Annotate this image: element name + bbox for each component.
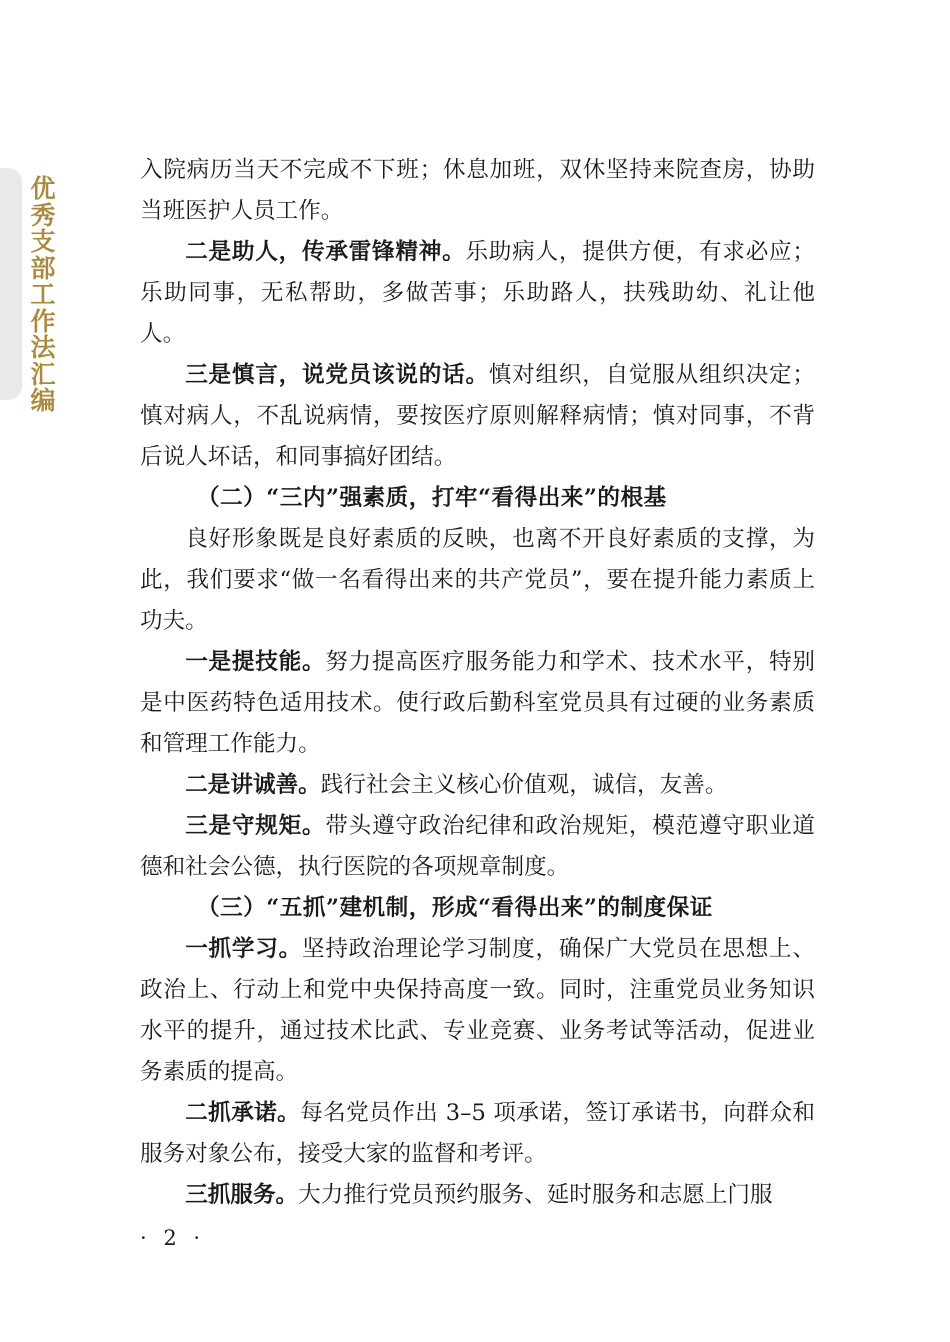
section-heading: （二）“三内”强素质，打牢“看得出来”的根基 <box>197 485 667 511</box>
section-heading: （三）“五抓”建机制，形成“看得出来”的制度保证 <box>197 895 713 921</box>
paragraph: 二是助人，传承雷锋精神。乐助病人，提供方便，有求必应；乐助同事，无私帮助，多做苦事；乐助路人，扶残助幼、礼让他人。 <box>140 239 816 347</box>
paragraph-lead: 二是助人，传承雷锋精神。 <box>185 239 466 265</box>
paragraph-lead: 一抓学习。 <box>185 936 302 962</box>
page-body <box>140 150 815 1216</box>
paragraph: 二抓承诺。每名党员作出 3–5 项承诺，签订承诺书，向群众和服务对象公布，接受大家的监督和考评。 <box>140 1100 815 1167</box>
paragraph: 一抓学习。坚持政治理论学习制度，确保广大党员在思想上、政治上、行动上和党中央保持高度一致。同时，注重党员业务知识水平的提升，通过技术比武、专业竞赛、业务考试等活动，促进业务素质的提高。 <box>140 936 816 1085</box>
paragraph-lead: 二是讲诚善。 <box>185 772 321 798</box>
paragraph: 入院病历当天不完成不下班；休息加班，双休坚持来院查房，协助当班医护人员工作。 <box>140 157 815 224</box>
book-section-title: 优秀支部工作法汇编 <box>30 174 56 415</box>
side-tab <box>0 168 22 400</box>
paragraph: 良好形象既是良好素质的反映，也离不开良好素质的支撑，为此，我们要求“做一名看得出来的共产党员”，要在提升能力素质上功夫。 <box>140 526 815 634</box>
paragraph-lead: 三是慎言，说党员该说的话。 <box>185 362 489 388</box>
paragraph: 三抓服务。大力推行党员预约服务、延时服务和志愿上门服 <box>185 1182 773 1208</box>
paragraph: 一是提技能。努力提高医疗服务能力和学术、技术水平，特别是中医药特色适用技术。使行政后勤科室党员具有过硬的业务素质和管理工作能力。 <box>140 649 816 757</box>
paragraph-lead: 三是守规矩。 <box>185 813 326 839</box>
paragraph: 三是守规矩。带头遵守政治纪律和政治规矩，模范遵守职业道德和社会公德，执行医院的各项规章制度。 <box>140 813 816 880</box>
paragraph: 二是讲诚善。践行社会主义核心价值观，诚信，友善。 <box>185 772 728 798</box>
paragraph-lead: 三抓服务。 <box>185 1182 299 1208</box>
page-number: · 2 · <box>140 1226 201 1250</box>
paragraph: 三是慎言，说党员该说的话。慎对组织，自觉服从组织决定；慎对病人，不乱说病情，要按医疗原则解释病情；慎对同事，不背后说人坏话，和同事搞好团结。 <box>140 362 815 470</box>
paragraph-lead: 一是提技能。 <box>185 649 326 675</box>
paragraph-lead: 二抓承诺。 <box>185 1100 301 1126</box>
